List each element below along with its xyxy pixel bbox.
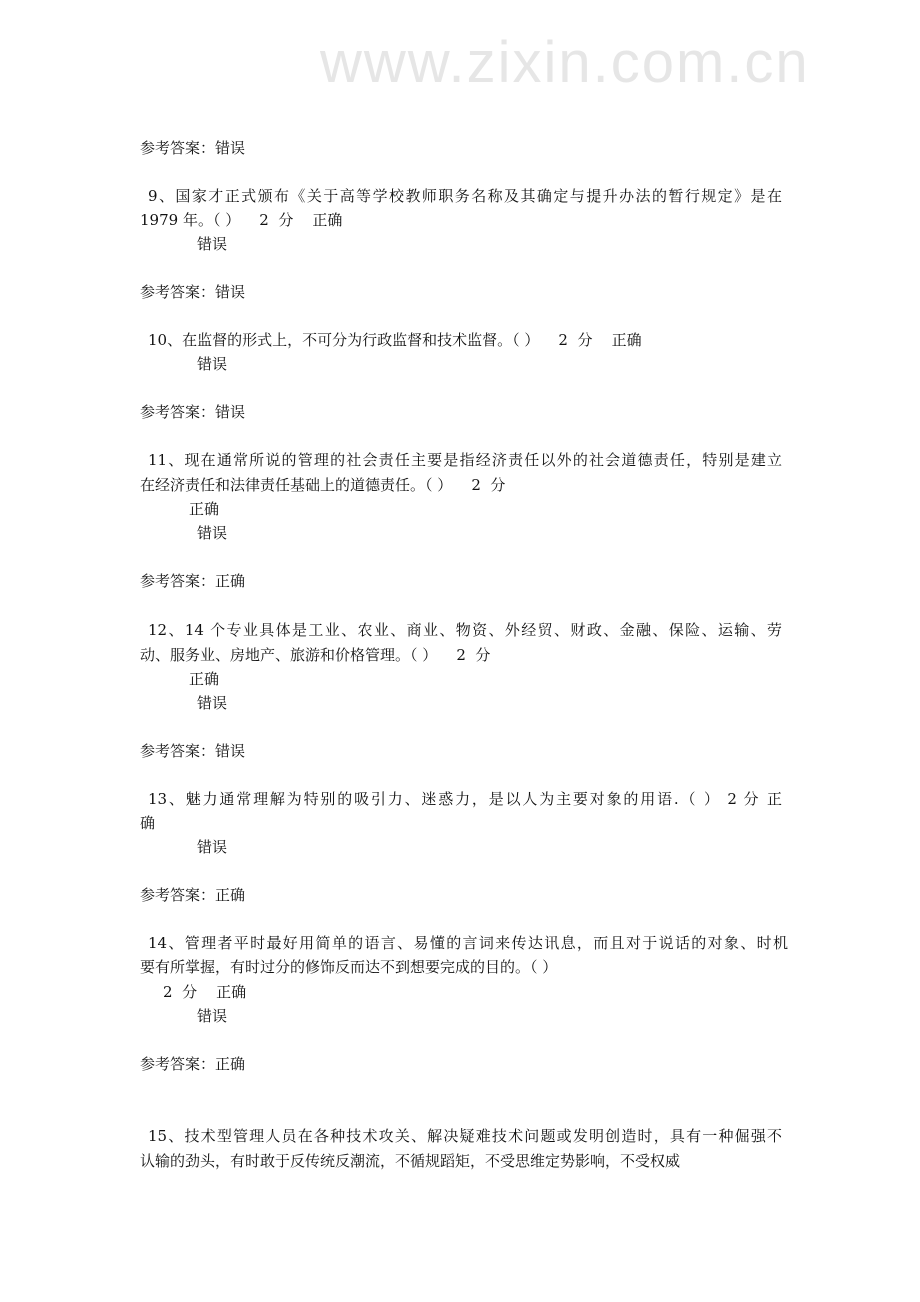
question-13-option-wrong[interactable]: 错误 [197, 838, 228, 856]
question-11-option-wrong[interactable]: 错误 [197, 524, 228, 542]
question-9-text: 9、国家才正式颁布《关于高等学校教师职务名称及其确定与提升办法的暂行规定》是在 [148, 187, 782, 205]
question-13-text-cont: 确 [140, 814, 156, 832]
reference-answer-q8: 参考答案：错误 [140, 139, 246, 157]
reference-answer-q13: 参考答案：正确 [140, 886, 246, 904]
question-13-text: 13、魅力通常理解为特别的吸引力、迷惑力，是以人为主要对象的用语.（ ） 2 分 正 [148, 790, 782, 808]
question-14-option-wrong[interactable]: 错误 [197, 1007, 228, 1025]
question-10-text: 10、在监督的形式上，不可分为行政监督和技术监督。（ ） 2 分 正确 [148, 331, 642, 349]
question-10-option-wrong[interactable]: 错误 [197, 355, 228, 373]
question-11-option-right[interactable]: 正确 [189, 500, 220, 518]
reference-answer-q9: 参考答案：错误 [140, 283, 246, 301]
question-12-option-right[interactable]: 正确 [189, 670, 220, 688]
question-12-text-cont: 动、服务业、房地产、旅游和价格管理。（ ） 2 分 [140, 646, 491, 664]
question-11-text-cont: 在经济责任和法律责任基础上的道德责任。（ ） 2 分 [140, 476, 506, 494]
reference-answer-q11: 参考答案：正确 [140, 572, 246, 590]
reference-answer-q14: 参考答案：正确 [140, 1055, 246, 1073]
question-14-text-cont: 要有所掌握，有时过分的修饰反而达不到想要完成的目的。（ ） [140, 958, 558, 976]
watermark: www.zixin.com.cn [320, 30, 810, 95]
question-12-text: 12、14 个专业具体是工业、农业、商业、物资、外经贸、财政、金融、保险、运输、劳 [148, 621, 782, 639]
question-14-text: 14、管理者平时最好用简单的语言、易懂的言词来传达讯息，而且对于说话的对象、时机 [148, 934, 788, 952]
question-15-text-cont: 认输的劲头，有时敢于反传统反潮流，不循规蹈矩，不受思维定势影响，不受权威 [140, 1152, 681, 1170]
question-9-text-cont: 1979 年。（ ） 2 分 正确 [140, 211, 343, 229]
question-15-text: 15、技术型管理人员在各种技术攻关、解决疑难技术问题或发明创造时，具有一种倔强不 [148, 1127, 782, 1145]
question-11-text: 11、现在通常所说的管理的社会责任主要是指经济责任以外的社会道德责任，特别是建立 [148, 451, 782, 469]
question-12-option-wrong[interactable]: 错误 [197, 694, 228, 712]
reference-answer-q10: 参考答案：错误 [140, 403, 246, 421]
question-9-option-wrong[interactable]: 错误 [197, 235, 228, 253]
reference-answer-q12: 参考答案：错误 [140, 742, 246, 760]
question-14-score-option-right[interactable]: 2 分 正确 [163, 983, 247, 1001]
